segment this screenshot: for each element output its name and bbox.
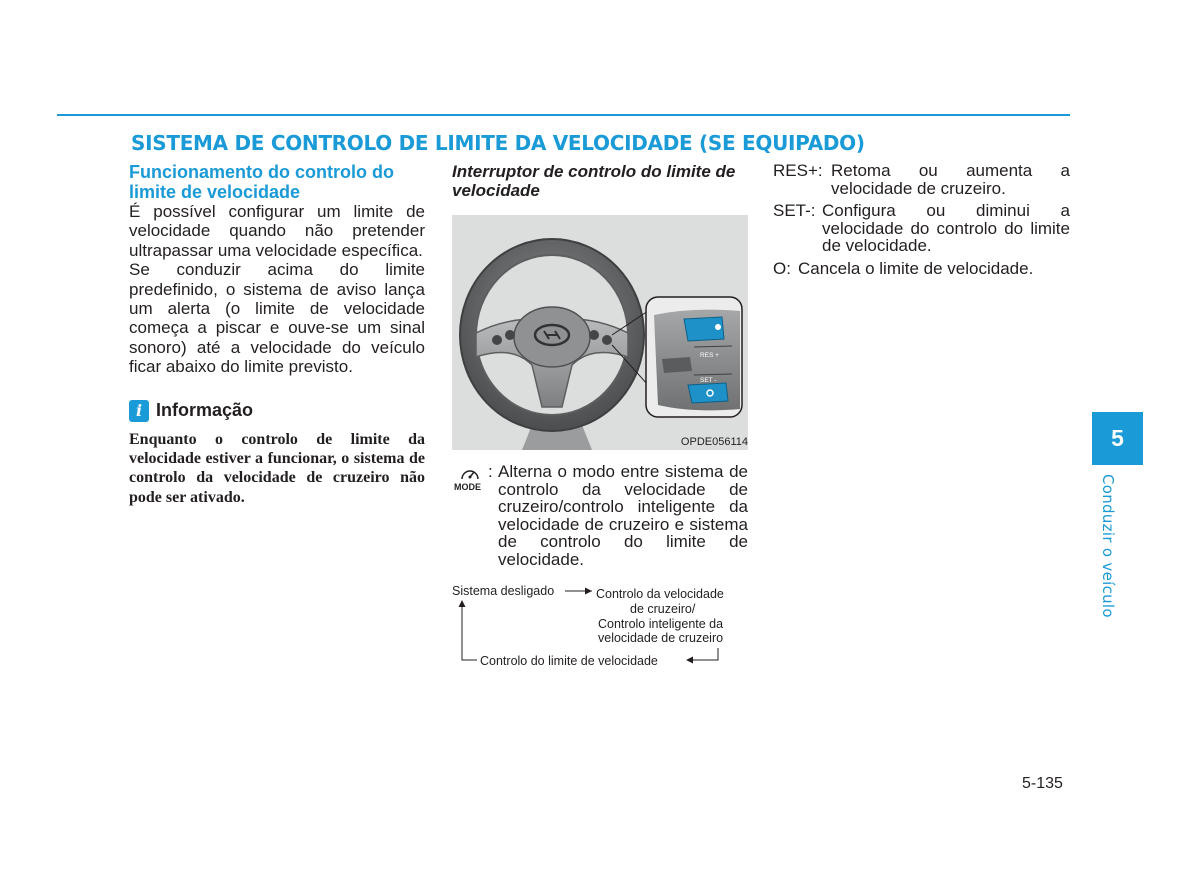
info-text: Enquanto o controlo de limite da velocidade estiver a funcionar, o sistema de controlo da velocidade de cruzeiro não pode ser ativado.: [129, 430, 425, 506]
mode-description: [452, 463, 748, 568]
switch-heading: Interruptor de controlo do limite de velocidade: [452, 162, 736, 200]
res-button-label: RES +: [700, 352, 719, 359]
flow-cruise-line-1: Controlo da velocidade: [596, 587, 724, 601]
chapter-title: Conduzir o veículo: [1099, 474, 1117, 618]
section-title: SISTEMA DE CONTROLO DE LIMITE DA VELOCIDADE (SE EQUIPADO): [131, 131, 865, 155]
figure-code: OPDE056114: [680, 436, 748, 448]
column-1: [129, 162, 425, 507]
intro-paragraph: É possível configurar um limite de velocidade quando não pretender ultrapassar uma velocidade específica.: [129, 202, 425, 260]
definition-desc: Retoma ou aumenta a velocidade de cruzeiro.: [831, 161, 1070, 198]
column-2: [452, 162, 748, 200]
mode-button-icon: [452, 463, 488, 568]
page-number: 5-135: [1022, 775, 1063, 792]
mode-colon: :: [488, 462, 493, 481]
info-title: Informação: [156, 400, 254, 421]
chapter-number-tab: 5: [1092, 412, 1143, 465]
steering-wheel-figure: [452, 215, 748, 450]
top-rule: [57, 114, 1070, 116]
flow-speed-limit: Controlo do limite de velocidade: [480, 654, 658, 668]
steering-wheel-illustration: [452, 215, 748, 450]
flow-cruise-line-2: de cruzeiro/: [630, 602, 696, 616]
mode-icon-label: MODE: [454, 482, 481, 492]
definition-o: [773, 260, 1070, 278]
operation-heading: Funcionamento do controlo do limite de velocidade: [129, 162, 394, 202]
info-header: [129, 400, 425, 422]
definition-res: [773, 162, 1070, 197]
flow-cruise-line-4: velocidade de cruzeiro: [598, 631, 724, 645]
definition-desc: Cancela o limite de velocidade.: [798, 258, 1034, 278]
mode-flow-diagram: [452, 580, 748, 675]
definition-term: SET-:: [773, 201, 816, 220]
column-3: [773, 162, 1070, 277]
warning-paragraph: Se conduzir acima do limite predefinido, o sistema de aviso lança um alerta (o limite de velocidade começa a piscar e ouve-se um sinal sonoro) até a velocidade do veículo ficar abaixo do limite previsto.: [129, 260, 425, 377]
mode-text: Alterna o modo entre sistema de controlo da velocidade de cruzeiro/controlo inteligente da velocidade de cruzeiro e sistema de controlo do limite de velocidade.: [498, 462, 748, 569]
definition-set: [773, 202, 1070, 255]
definition-term: O:: [773, 258, 791, 278]
flow-cruise-line-3: Controlo inteligente da: [598, 617, 724, 631]
definition-desc: Configura ou diminui a velocidade do controlo do limite de velocidade.: [822, 201, 1070, 255]
set-button-label: SET -: [700, 377, 717, 384]
flow-system-off: Sistema desligado: [452, 584, 555, 598]
info-icon: i: [129, 400, 149, 422]
definition-term: RES+:: [773, 161, 823, 180]
